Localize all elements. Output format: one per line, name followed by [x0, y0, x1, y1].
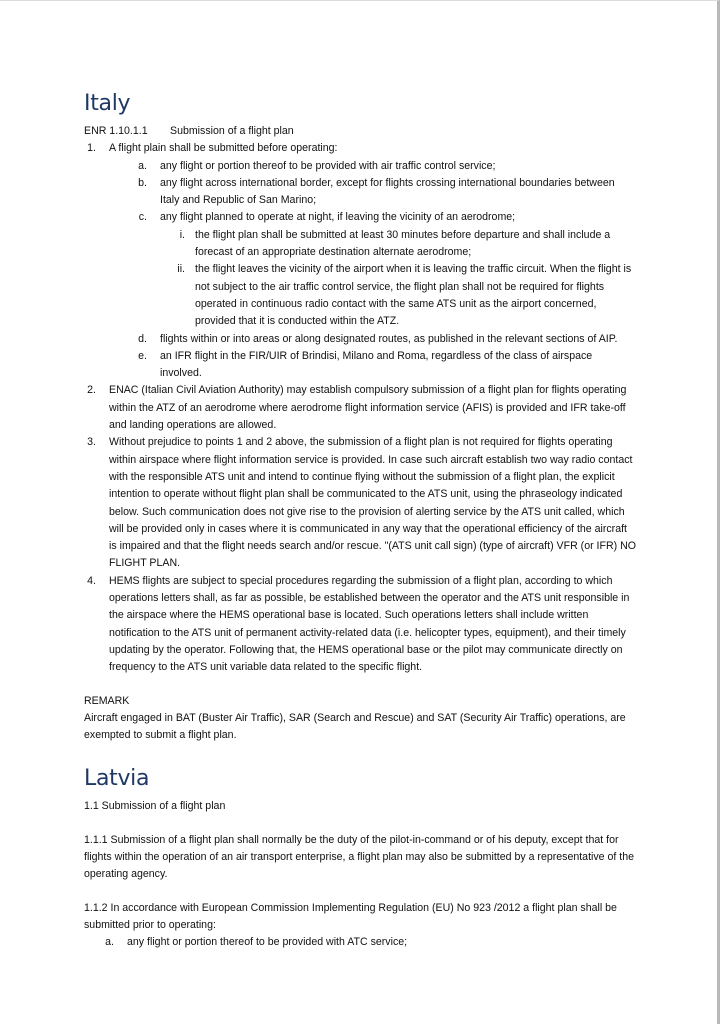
list-number: 3.	[87, 436, 96, 449]
list-number: a.	[138, 159, 147, 172]
list-item	[84, 573, 636, 677]
list-item	[135, 158, 636, 175]
latvia-paragraph-1-1-2: 1.1.2 In accordance with European Commission Implementing Regulation (EU) No 923 /2012 a flight plan shall be submitted prior to operating:	[84, 901, 617, 931]
list-text: any flight or portion thereof to be provided with air traffic control service;	[160, 159, 496, 172]
sub-list	[109, 158, 636, 383]
list-item	[135, 331, 636, 348]
latvia-list	[84, 934, 636, 951]
enr-reference	[84, 123, 636, 140]
italy-list	[84, 140, 636, 676]
list-text: flights within or into areas or along designated routes, as published in the relevant sections of AIP.	[160, 332, 618, 345]
list-text: Without prejudice to points 1 and 2 above, the submission of a flight plan is not required for flights operating within airspace where flight information service is provided. In case such aircraft establish two way radio contact with the responsible ATS unit and intend to continue flying without the submission of a flight plan, the explicit intention to operate without flight plan shall be communicated to the ATS unit, using the phraseology indicated below. Such communication does not give rise to the provision of alerting service by the ATS unit called, which will be provided only in cases where it is communicated in any way that the operational efficiency of the aircraft is impaired and that the flight needs search and/or rescue. "(ATS unit call sign) (type of aircraft) VFR (or IFR) NO FLIGHT PLAN.	[109, 436, 636, 570]
list-text: any flight across international border, except for flights crossing international boundaries between Italy and Republic of San Marino;	[160, 176, 615, 207]
latvia-paragraph-1-1-1: 1.1.1 Submission of a flight plan shall normally be the duty of the pilot-in-command or of his deputy, except that for flights within the operation of an air transport enterprise, a flight plan may also be submitted by a representative of the operating agency.	[84, 833, 635, 881]
list-number: e.	[138, 349, 147, 362]
list-text: ENAC (Italian Civil Aviation Authority) may establish compulsory submission of a flight plan for flights operating within the ATZ of an aerodrome where aerodrome flight information service (AFIS) is provided and IFR take-off and landing operations are allowed.	[109, 384, 627, 432]
list-text: the flight leaves the vicinity of the airport when it is leaving the traffic circuit. When the flight is not subject to the air traffic control service, the flight plan shall not be required for flights operated in continuous radio contact with the same ATS unit as the airport concerned, provided that it is conducted within the ATZ.	[195, 263, 632, 328]
section-heading-italy: Italy	[84, 91, 131, 116]
list-item	[84, 382, 636, 434]
list-text: an IFR flight in the FIR/UIR of Brindisi, Milano and Roma, regardless of the class of airspace involved.	[160, 349, 593, 380]
remark-text: Aircraft engaged in BAT (Buster Air Traffic), SAR (Search and Rescue) and SAT (Security Air Traffic) operations, are exempted to submit a flight plan.	[84, 711, 626, 742]
sub-sub-list	[160, 227, 636, 331]
list-item	[177, 261, 636, 330]
list-text: any flight or portion thereof to be provided with ATC service;	[127, 936, 408, 949]
page-content	[84, 89, 636, 951]
enr-title: Submission of a flight plan	[170, 125, 294, 137]
list-text: A flight plain shall be submitted before operating:	[109, 142, 338, 155]
list-text: HEMS flights are subject to special procedures regarding the submission of a flight plan, according to which operations letters shall, as far as possible, be established between the operator and the ATS unit responsible in the airspace where the HEMS operational base is located. Such operations letters shall include written notification to the ATS unit of permanent activity-related data (i.e. helicopter types, equipment), and their timely updating by the operator. Following that, the HEMS operational base or the pilot may communicate directly on frequency to the ATS unit variable data related to the specific flight.	[109, 574, 630, 674]
list-item	[102, 934, 636, 951]
list-number: i.	[179, 228, 185, 241]
list-item	[84, 434, 636, 572]
list-number: b.	[138, 176, 147, 189]
list-text: any flight planned to operate at night, if leaving the vicinity of an aerodrome;	[160, 211, 516, 224]
list-number: ii.	[177, 263, 185, 276]
list-number: 2.	[87, 384, 96, 397]
latvia-subheading: 1.1 Submission of a flight plan	[84, 800, 226, 813]
list-number: a.	[105, 936, 114, 949]
section-heading-latvia: Latvia	[84, 766, 150, 792]
list-item	[135, 175, 636, 210]
list-item	[135, 209, 636, 330]
enr-code: ENR 1.10.1.1	[84, 125, 148, 137]
list-number: c.	[138, 211, 147, 224]
remark-title: REMARK	[84, 694, 130, 707]
list-number: 1.	[87, 142, 96, 155]
list-item	[177, 227, 636, 262]
list-text: the flight plan shall be submitted at least 30 minutes before departure and shall include a forecast of an appropriate destination alternate aerodrome;	[195, 228, 611, 259]
list-number: d.	[138, 332, 147, 345]
list-number: 4.	[87, 574, 96, 587]
list-item	[135, 348, 636, 383]
list-item	[84, 140, 636, 382]
